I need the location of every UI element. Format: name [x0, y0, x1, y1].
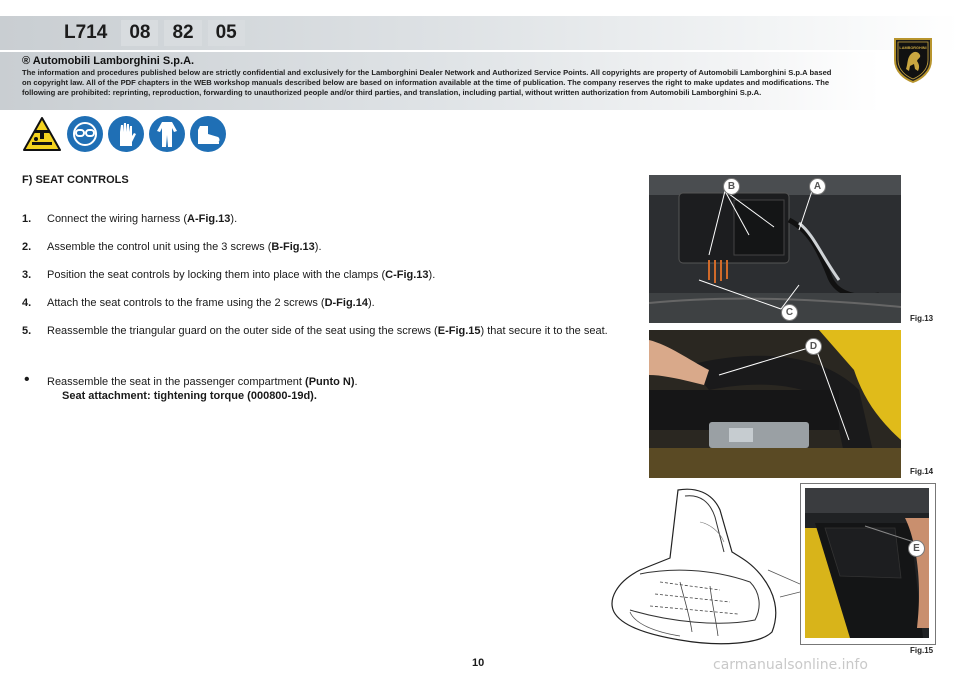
callout-e: E — [908, 540, 925, 557]
step-item — [22, 212, 612, 226]
code-model: L714 — [64, 22, 108, 43]
step-text: Position the seat controls by locking them into place with the clamps (C-Fig.13). — [47, 269, 436, 281]
callout-d: D — [805, 338, 822, 355]
section-title: F) SEAT CONTROLS — [22, 174, 129, 186]
step-number: 1. — [22, 213, 32, 225]
document-codes — [54, 20, 245, 46]
step-number: 3. — [22, 269, 32, 281]
figure-reference: A-Fig.13 — [187, 213, 231, 225]
figure-15-label: Fig.15 — [910, 646, 934, 655]
figure-reference: B-Fig.13 — [271, 241, 315, 253]
procedure-reference: (Punto N) — [305, 376, 355, 388]
safety-icons — [22, 116, 226, 152]
procedure-steps — [22, 212, 612, 352]
lamborghini-logo — [891, 36, 935, 84]
code-group: 08 — [121, 20, 158, 46]
watermark: carmanualsonline.info — [713, 657, 868, 673]
svg-text:LAMBORGHINI: LAMBORGHINI — [899, 46, 927, 50]
callout-c: C — [781, 304, 798, 321]
figure-reference: E-Fig.15 — [437, 325, 481, 337]
torque-note: Seat attachment: tightening torque (000800-19d). — [62, 390, 317, 402]
step-text: Assemble the control unit using the 3 screws (B-Fig.13). — [47, 241, 322, 253]
bullet-dot: • — [24, 371, 30, 388]
seat-line-drawing — [600, 482, 800, 650]
figure-15-frame — [800, 483, 936, 645]
step-text: Attach the seat controls to the frame using the 2 screws (D-Fig.14). — [47, 297, 375, 309]
figure-13-photo — [649, 175, 901, 323]
step-text: Connect the wiring harness (A-Fig.13). — [47, 213, 238, 225]
goggles-icon — [67, 116, 103, 152]
figure-14-label: Fig.14 — [910, 467, 934, 476]
overalls-icon — [149, 116, 185, 152]
step-number: 5. — [22, 325, 32, 337]
figure-14-photo — [649, 330, 901, 478]
copyright-body: The information and procedures published below are strictly confidential and exclusively for the Lamborghini Dealer Network and Authorized Service Points. All copyrights are property of Automobili Lamborghini S.p.A based on copyright law. All of the PDF chapters in the WEB workshop manuals described below are based on information available at the time of publication. The company reserves the right to make updates and modifications. The following are prohibited: reprinting, reproduction, forwarding to unauthorized people and/or third parties, and translation, including partial, without written authorization from Automobili Lamborghini S.p.A. — [22, 68, 832, 97]
gloves-icon — [108, 116, 144, 152]
figure-reference: D-Fig.14 — [324, 297, 368, 309]
callout-b: B — [723, 178, 740, 195]
reassembly-bullet — [22, 371, 612, 403]
step-number: 2. — [22, 241, 32, 253]
crush-warning-icon — [22, 116, 62, 152]
page-number: 10 — [472, 657, 485, 669]
step-item — [22, 324, 612, 338]
safety-shoes-icon — [190, 116, 226, 152]
step-item — [22, 268, 612, 282]
code-subgroup: 82 — [164, 20, 201, 46]
step-item — [22, 296, 612, 310]
figure-15-photo — [805, 488, 929, 638]
step-item — [22, 240, 612, 254]
code-section: 05 — [208, 20, 245, 46]
figure-reference: C-Fig.13 — [385, 269, 429, 281]
step-number: 4. — [22, 297, 32, 309]
step-text: Reassemble the triangular guard on the outer side of the seat using the screws (E-Fig.15) that secure it to the seat. — [47, 325, 608, 337]
copyright-title: ® Automobili Lamborghini S.p.A. — [22, 55, 195, 67]
bullet-text: Reassemble the seat in the passenger compartment (Punto N). — [47, 376, 358, 388]
callout-a: A — [809, 178, 826, 195]
figure-13-label: Fig.13 — [910, 314, 934, 323]
